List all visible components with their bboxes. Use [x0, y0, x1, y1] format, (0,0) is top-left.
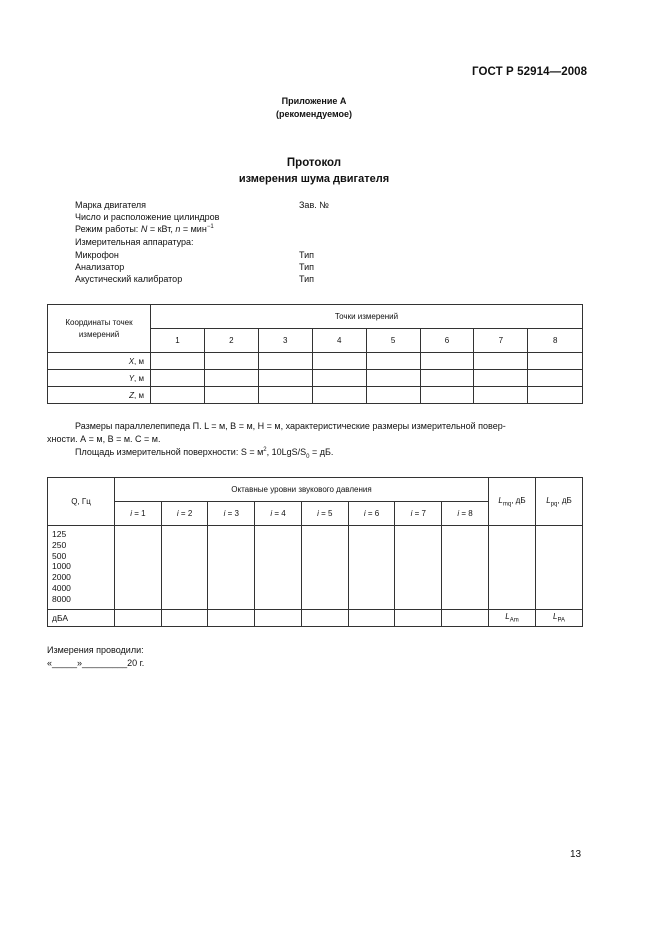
- coord-label: Y, м: [48, 370, 151, 387]
- level-cell: [395, 526, 442, 610]
- lmq-header: $L_{mq}$, дБ: [489, 478, 536, 526]
- coord-header-left: Координаты точек измерений: [48, 305, 151, 353]
- coord-cell: [151, 353, 205, 370]
- dims-line-2: хности. А = м, В = м. С = м.: [47, 434, 161, 444]
- coord-cell: [420, 370, 474, 387]
- coord-cell: [258, 353, 312, 370]
- protocol-title: Протокол: [286, 157, 342, 169]
- coord-cell: [528, 387, 583, 404]
- coordinates-table: [47, 304, 583, 404]
- frequency-value: 8000: [52, 593, 71, 604]
- level-cell: [301, 526, 348, 610]
- point-header: 6: [420, 329, 474, 353]
- annex-note: (рекомендуемое): [276, 109, 352, 119]
- frequency-value: 1000: [52, 561, 71, 572]
- mode-exp: −1: [206, 224, 214, 230]
- dims-line-3: Площадь измерительной поверхности: $S = м^2$, $10LgS/S_0$ = дБ.: [75, 447, 334, 460]
- mode-rpm: = мин: [180, 224, 207, 234]
- coord-cell: [204, 353, 258, 370]
- mode-N: N: [140, 224, 148, 234]
- coord-cell: [366, 353, 420, 370]
- point-header: 1: [151, 329, 205, 353]
- field-equipment: Измерительная аппаратура:: [75, 237, 194, 247]
- coord-cell: [258, 370, 312, 387]
- octave-main-header: Октавные уровни звукового давления: [115, 478, 489, 502]
- coord-cell: [312, 387, 366, 404]
- octave-levels-table: [47, 477, 583, 627]
- frequency-value: 125: [52, 529, 67, 539]
- point-header: 5: [366, 329, 420, 353]
- point-header: 7: [474, 329, 528, 353]
- level-cell: [442, 610, 489, 627]
- coord-cell: [151, 387, 205, 404]
- annex-title: Приложение А: [281, 96, 347, 106]
- coord-cell: [258, 387, 312, 404]
- level-cell: [115, 526, 162, 610]
- protocol-subtitle: измерения шума двигателя: [238, 173, 390, 185]
- coord-label: Z, м: [48, 387, 151, 404]
- level-cell: [115, 610, 162, 627]
- coord-cell: [204, 370, 258, 387]
- field-microphone-type: Тип: [299, 250, 315, 260]
- field-operating-mode: [75, 224, 214, 234]
- octave-col-header: i = 7: [395, 502, 442, 526]
- octave-col-header: i = 8: [442, 502, 489, 526]
- dims-line-1: Размеры параллелепипеда П. L = м, B = м, H = м, характеристические размеры измерительной повер-: [75, 421, 506, 431]
- field-serial-no: Зав. №: [299, 200, 329, 210]
- frequency-list: [48, 526, 115, 610]
- frequency-value: 250: [52, 539, 67, 550]
- field-engine-brand: Марка двигателя: [75, 200, 147, 210]
- coord-cell: [528, 370, 583, 387]
- coord-cell: [312, 353, 366, 370]
- point-header: 4: [312, 329, 366, 353]
- point-header: 3: [258, 329, 312, 353]
- octave-col-header: i = 4: [255, 502, 302, 526]
- field-microphone: Микрофон: [75, 250, 119, 260]
- coord-label: X, м: [48, 353, 151, 370]
- level-cell: [255, 610, 302, 627]
- octave-col-header: i = 6: [348, 502, 395, 526]
- mode-n: n: [175, 224, 181, 234]
- coord-row-x: [48, 353, 583, 370]
- level-cell: [208, 526, 255, 610]
- octave-col-header: i = 3: [208, 502, 255, 526]
- level-cell: [208, 610, 255, 627]
- coord-cell: [474, 387, 528, 404]
- level-cell: [348, 526, 395, 610]
- coord-cell: [420, 353, 474, 370]
- level-cell: [536, 526, 583, 610]
- octave-col-header: i = 5: [301, 502, 348, 526]
- level-cell: [255, 526, 302, 610]
- level-cell: [301, 610, 348, 627]
- field-calibrator-type: Тип: [299, 274, 315, 284]
- level-cell: [348, 610, 395, 627]
- mode-prefix: Режим работы:: [75, 224, 141, 234]
- coord-cell: [366, 370, 420, 387]
- date-line: «_____»_________20 г.: [47, 658, 145, 668]
- level-cell: [161, 610, 208, 627]
- coord-cell: [474, 353, 528, 370]
- coord-header-points: Точки измерений: [151, 305, 583, 329]
- lpq-header: $L_{pq}$, дБ: [536, 478, 583, 526]
- level-cell: [395, 610, 442, 627]
- field-calibrator: Акустический калибратор: [75, 274, 183, 284]
- frequency-value: 500: [52, 550, 67, 561]
- coord-cell: [366, 387, 420, 404]
- standard-number: ГОСТ Р 52914—2008: [472, 66, 588, 78]
- coord-cell: [528, 353, 583, 370]
- field-analyzer-type: Тип: [299, 262, 315, 272]
- dba-label: дБА: [48, 610, 115, 627]
- coord-cell: [151, 370, 205, 387]
- conducted-label: Измерения проводили:: [47, 645, 144, 655]
- frequency-value: 2000: [52, 572, 71, 583]
- q-header: Q, Гц: [48, 478, 115, 526]
- frequency-value: 4000: [52, 582, 71, 593]
- level-cell: [442, 526, 489, 610]
- octave-col-header: i = 1: [115, 502, 162, 526]
- field-analyzer: Анализатор: [75, 262, 125, 272]
- coord-cell: [204, 387, 258, 404]
- lam-cell: $L_{Am}$: [489, 610, 536, 627]
- level-cell: [489, 526, 536, 610]
- octave-col-header: i = 2: [161, 502, 208, 526]
- field-cylinders: Число и расположение цилиндров: [75, 212, 220, 222]
- level-cell: [161, 526, 208, 610]
- mode-kw: = кВт,: [147, 224, 176, 234]
- coord-row-y: [48, 370, 583, 387]
- point-header: 8: [528, 329, 583, 353]
- coord-cell: [474, 370, 528, 387]
- coord-cell: [420, 387, 474, 404]
- lpa-cell: $L_{PA}$: [536, 610, 583, 627]
- coord-row-z: [48, 387, 583, 404]
- coord-cell: [312, 370, 366, 387]
- point-header: 2: [204, 329, 258, 353]
- page-number: 13: [570, 849, 582, 860]
